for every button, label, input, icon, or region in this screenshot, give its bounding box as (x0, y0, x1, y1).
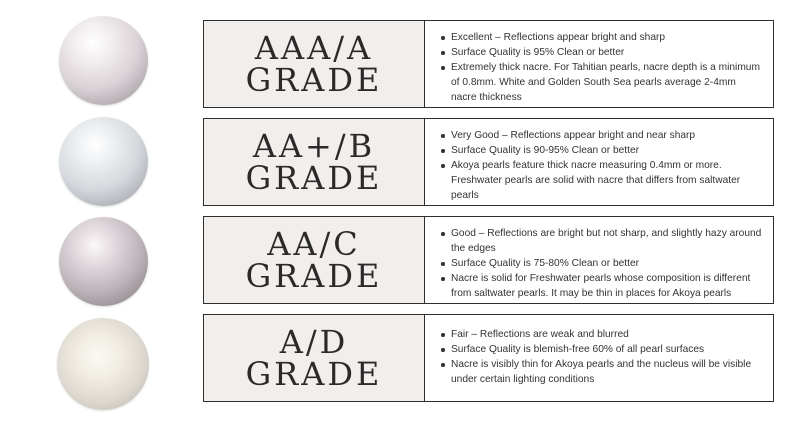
grade-row-aaa (203, 20, 774, 108)
grade-label-cell (204, 315, 425, 401)
description-bullet: Surface Quality is 90-95% Clean or better (439, 143, 763, 158)
grade-label-cell (204, 119, 425, 205)
description-bullet: Fair – Reflections are weak and blurred (439, 327, 763, 342)
grade-name: AA+/B (252, 127, 376, 165)
description-bullet: Very Good – Reflections appear bright and near sharp (439, 128, 763, 143)
description-bullet: Nacre is visibly thin for Akoya pearls and the nucleus will be visible under certain lighting conditions (439, 357, 763, 387)
grade-word: GRADE (245, 257, 383, 295)
grade-label-cell (204, 217, 425, 303)
grade-name: AA/C (267, 225, 361, 263)
grade-label-cell (204, 21, 425, 107)
grade-word: GRADE (245, 61, 383, 99)
description-bullet: Good – Reflections are bright but not sharp, and slightly hazy around the edges (439, 226, 763, 256)
grade-row-a (203, 314, 774, 402)
description-bullet: Surface Quality is 75-80% Clean or better (439, 256, 763, 271)
description-bullet: Surface Quality is blemish-free 60% of all pearl surfaces (439, 342, 763, 357)
description-bullet: Excellent – Reflections appear bright and sharp (439, 30, 763, 45)
grade-row-aa (203, 216, 774, 304)
grade-description (425, 21, 773, 107)
pearl-image-aa (59, 217, 148, 306)
grade-description (425, 217, 773, 303)
description-bullet: Akoya pearls feature thick nacre measuring 0.4mm or more. Freshwater pearls are solid with nacre that differs from saltwater pearls (439, 158, 763, 203)
description-bullet: Nacre is solid for Freshwater pearls whose composition is different from saltwater pearls. It may be thin in places for Akoya pearls (439, 271, 763, 301)
description-bullet: Extremely thick nacre. For Tahitian pearls, nacre depth is a minimum of 0.8mm. White and Golden South Sea pearls average 2-4mm nacre thickness (439, 60, 763, 105)
grade-word: GRADE (245, 355, 383, 393)
pearl-image-aaa (59, 16, 148, 105)
grade-description (425, 315, 773, 401)
pearl-image-a (57, 318, 149, 410)
pearl-image-aa-plus (59, 117, 148, 206)
grade-row-aa-plus (203, 118, 774, 206)
grade-name: AAA/A (254, 29, 374, 67)
description-bullet: Surface Quality is 95% Clean or better (439, 45, 763, 60)
grade-description (425, 119, 773, 205)
grade-name: A/D (279, 323, 349, 361)
grade-word: GRADE (245, 159, 383, 197)
